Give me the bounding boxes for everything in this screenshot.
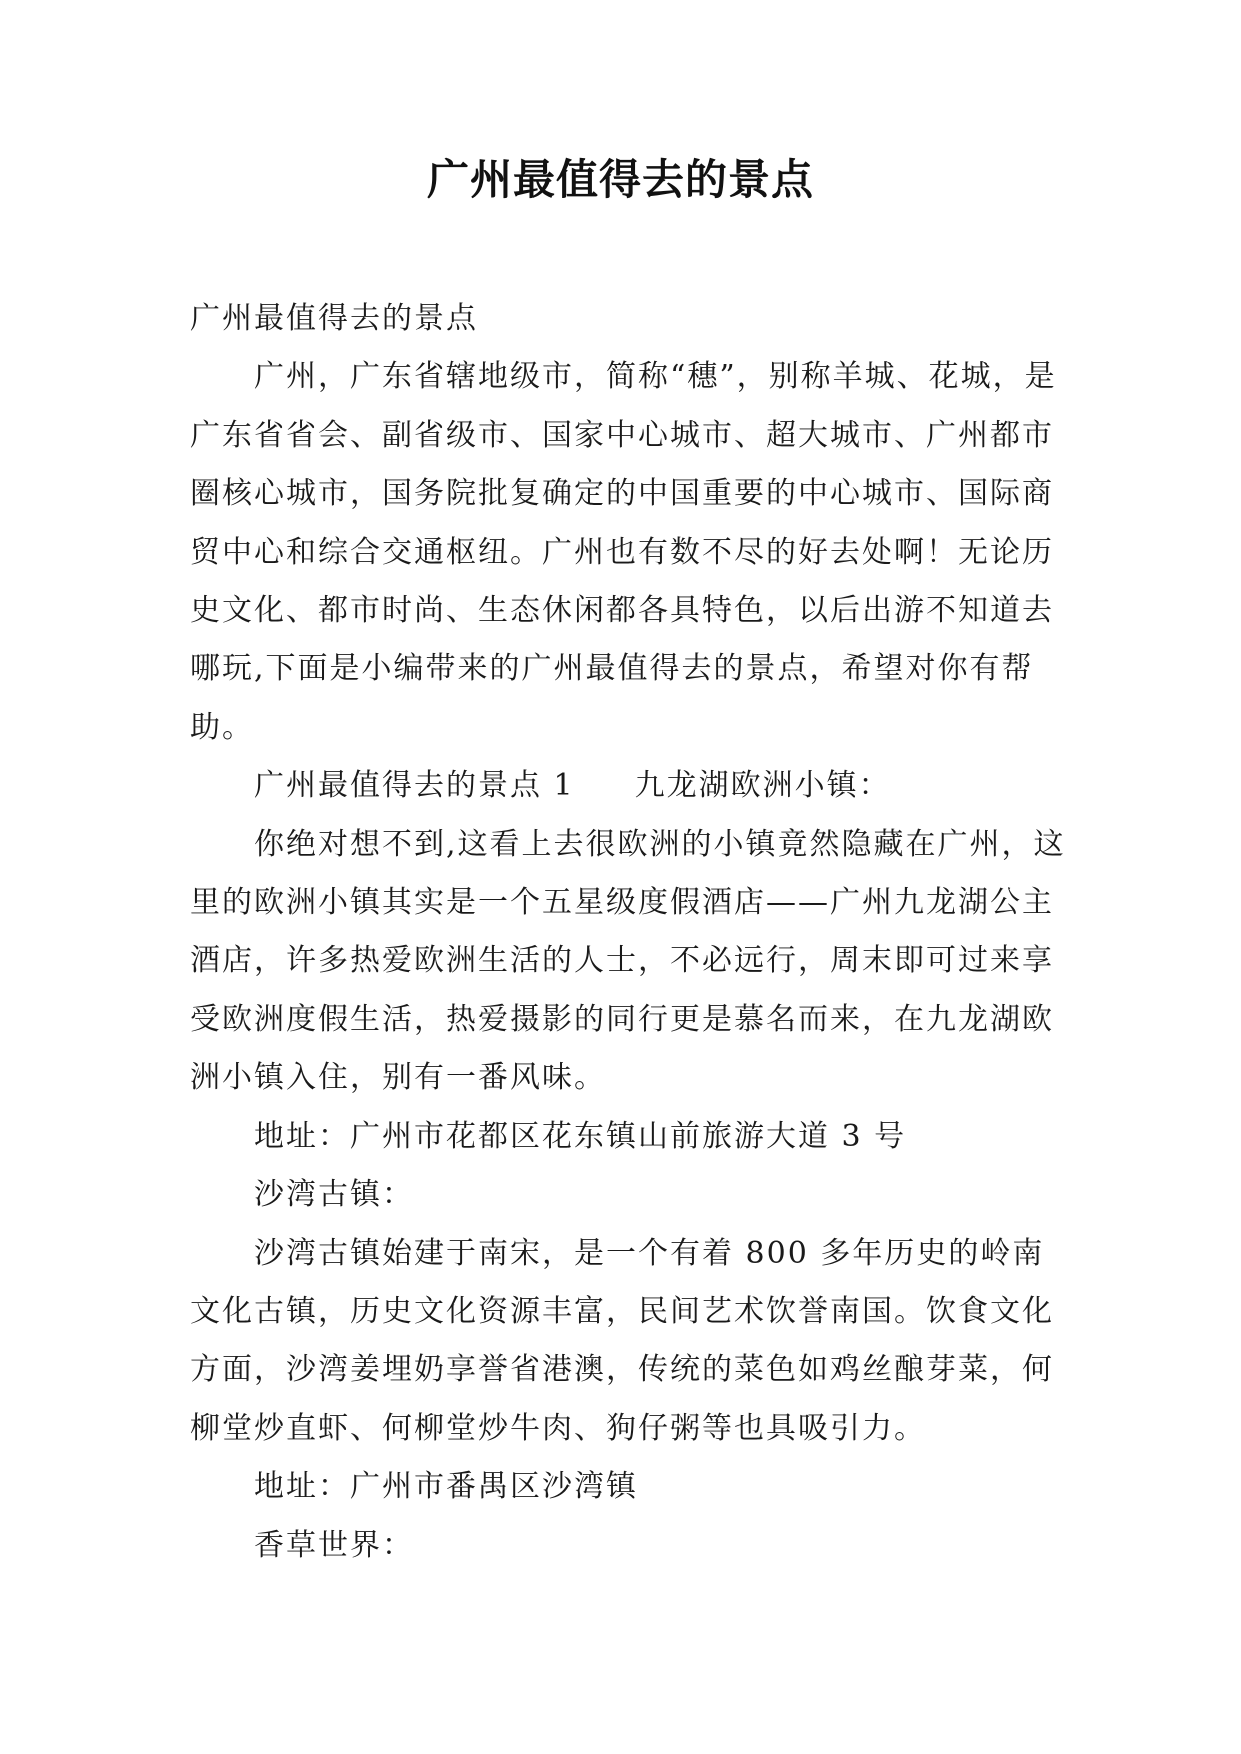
subtitle: 广州最值得去的景点 — [190, 301, 478, 336]
spot1-description: 你绝对想不到,这看上去很欧洲的小镇竟然隐藏在广州，这里的欧洲小镇其实是一个五星级度假酒店——广州九龙湖公主酒店，许多热爱欧洲生活的人士，不必远行，周末即可过来享受欧洲度假生活，热爱摄影的同行更是慕名而来，在九龙湖欧洲小镇入住，别有一番风味。 — [190, 826, 1066, 1096]
document-body — [190, 290, 1070, 1575]
spot2-name: 沙湾古镇： — [254, 1177, 414, 1213]
section-heading: 广州最值得去的景点 1 — [254, 768, 575, 804]
section-heading-line — [190, 757, 1070, 815]
spot2-address: 地址：广州市番禺区沙湾镇 — [254, 1469, 638, 1505]
intro-paragraph: 广州，广东省辖地级市，简称“穗”，别称羊城、花城，是广东省省会、副省级市、国家中心城市、超大城市、广州都市圈核心城市，国务院批复确定的中国重要的中心城市、国际商贸中心和综合交通枢纽。广州也有数不尽的好去处啊！无论历史文化、都市时尚、生态休闲都各具特色，以后出游不知道去哪玩,下面是小编带来的广州最值得去的景点，希望对你有帮助。 — [190, 359, 1057, 745]
document-title: 广州最值得去的景点 — [426, 155, 814, 204]
spot2-description: 沙湾古镇始建于南宋，是一个有着 800 多年历史的岭南文化古镇，历史文化资源丰富，民间艺术饮誉南国。饮食文化方面，沙湾姜埋奶享誉省港澳，传统的菜色如鸡丝酿芽菜，何柳堂炒直虾、何柳堂炒牛肉、狗仔粥等也具吸引力。 — [190, 1235, 1054, 1446]
spot1-address: 地址：广州市花都区花东镇山前旅游大道 3 号 — [254, 1118, 907, 1154]
spot1-name: 九龙湖欧洲小镇： — [634, 768, 891, 804]
spot3-name: 香草世界： — [254, 1527, 414, 1563]
